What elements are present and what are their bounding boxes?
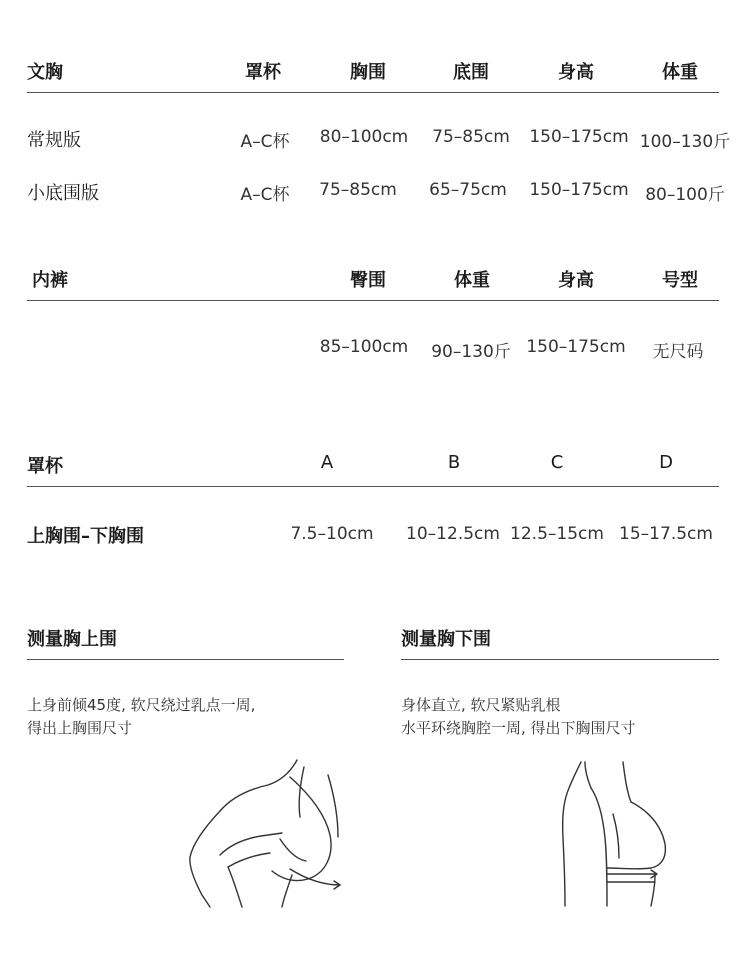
bra-row-small-bust: 75–85cm — [319, 180, 397, 200]
panty-row-hip: 85–100cm — [319, 337, 409, 357]
cup-row-a: 7.5–10cm — [290, 524, 374, 544]
panty-row-size: 无尺码 — [652, 342, 704, 362]
panty-row-weight: 90–130斤 — [431, 342, 511, 362]
bra-header-bust: 胸围 — [350, 62, 386, 83]
bra-header-weight: 体重 — [662, 62, 698, 83]
standing-body-illustration — [555, 758, 675, 908]
bra-header-category: 文胸 — [27, 62, 63, 83]
bra-row-regular-bust: 80–100cm — [319, 127, 409, 147]
panty-header-category: 内裤 — [32, 270, 68, 291]
panty-row-height: 150–175cm — [526, 337, 626, 357]
cup-row-label: 上胸围–下胸围 — [27, 526, 144, 547]
bra-row-regular-height: 150–175cm — [529, 127, 629, 147]
measure-under-instructions — [401, 694, 731, 740]
bra-row-small-underbust: 65–75cm — [429, 180, 507, 200]
measure-upper-divider — [27, 659, 344, 660]
bra-row-small-label: 小底围版 — [27, 183, 99, 204]
bra-row-small-cup: A–C杯 — [240, 185, 290, 205]
cup-header-a: A — [320, 452, 334, 473]
cup-header-c: C — [550, 452, 564, 473]
measure-upper-title: 测量胸上围 — [27, 629, 117, 650]
bra-header-divider — [27, 92, 719, 93]
bra-row-regular-underbust: 75–85cm — [432, 127, 510, 147]
bra-row-regular-label: 常规版 — [27, 130, 81, 151]
panty-header-size: 号型 — [662, 270, 698, 291]
bra-header-height: 身高 — [558, 62, 594, 83]
bra-row-regular-cup: A–C杯 — [240, 132, 290, 152]
bra-row-regular-weight: 100–130斤 — [639, 132, 731, 152]
cup-header-d: D — [659, 452, 673, 473]
measure-upper-instructions — [27, 694, 347, 740]
cup-row-c: 12.5–15cm — [510, 524, 604, 544]
measure-under-divider — [401, 659, 719, 660]
bra-row-small-weight: 80–100斤 — [645, 185, 725, 205]
bra-row-small-height: 150–175cm — [529, 180, 629, 200]
cup-row-b: 10–12.5cm — [406, 524, 500, 544]
leaning-body-illustration — [180, 755, 355, 910]
cup-header-b: B — [447, 452, 461, 473]
bra-header-underbust: 底围 — [453, 62, 489, 83]
cup-header-divider — [27, 486, 719, 487]
measure-under-line-2: 水平环绕胸腔一周, 得出下胸围尺寸 — [401, 719, 636, 737]
panty-header-hip: 臀围 — [350, 270, 386, 291]
panty-header-weight: 体重 — [454, 270, 490, 291]
bra-header-cup: 罩杯 — [245, 62, 281, 83]
cup-header-category: 罩杯 — [27, 456, 63, 477]
measure-upper-line-1: 上身前倾45度, 软尺绕过乳点一周, — [27, 696, 256, 714]
panty-header-divider — [27, 300, 719, 301]
measure-upper-line-2: 得出上胸围尺寸 — [27, 719, 133, 737]
panty-header-height: 身高 — [558, 270, 594, 291]
measure-under-title: 测量胸下围 — [401, 629, 491, 650]
cup-row-d: 15–17.5cm — [619, 524, 713, 544]
measure-under-line-1: 身体直立, 软尺紧贴乳根 — [401, 696, 561, 714]
